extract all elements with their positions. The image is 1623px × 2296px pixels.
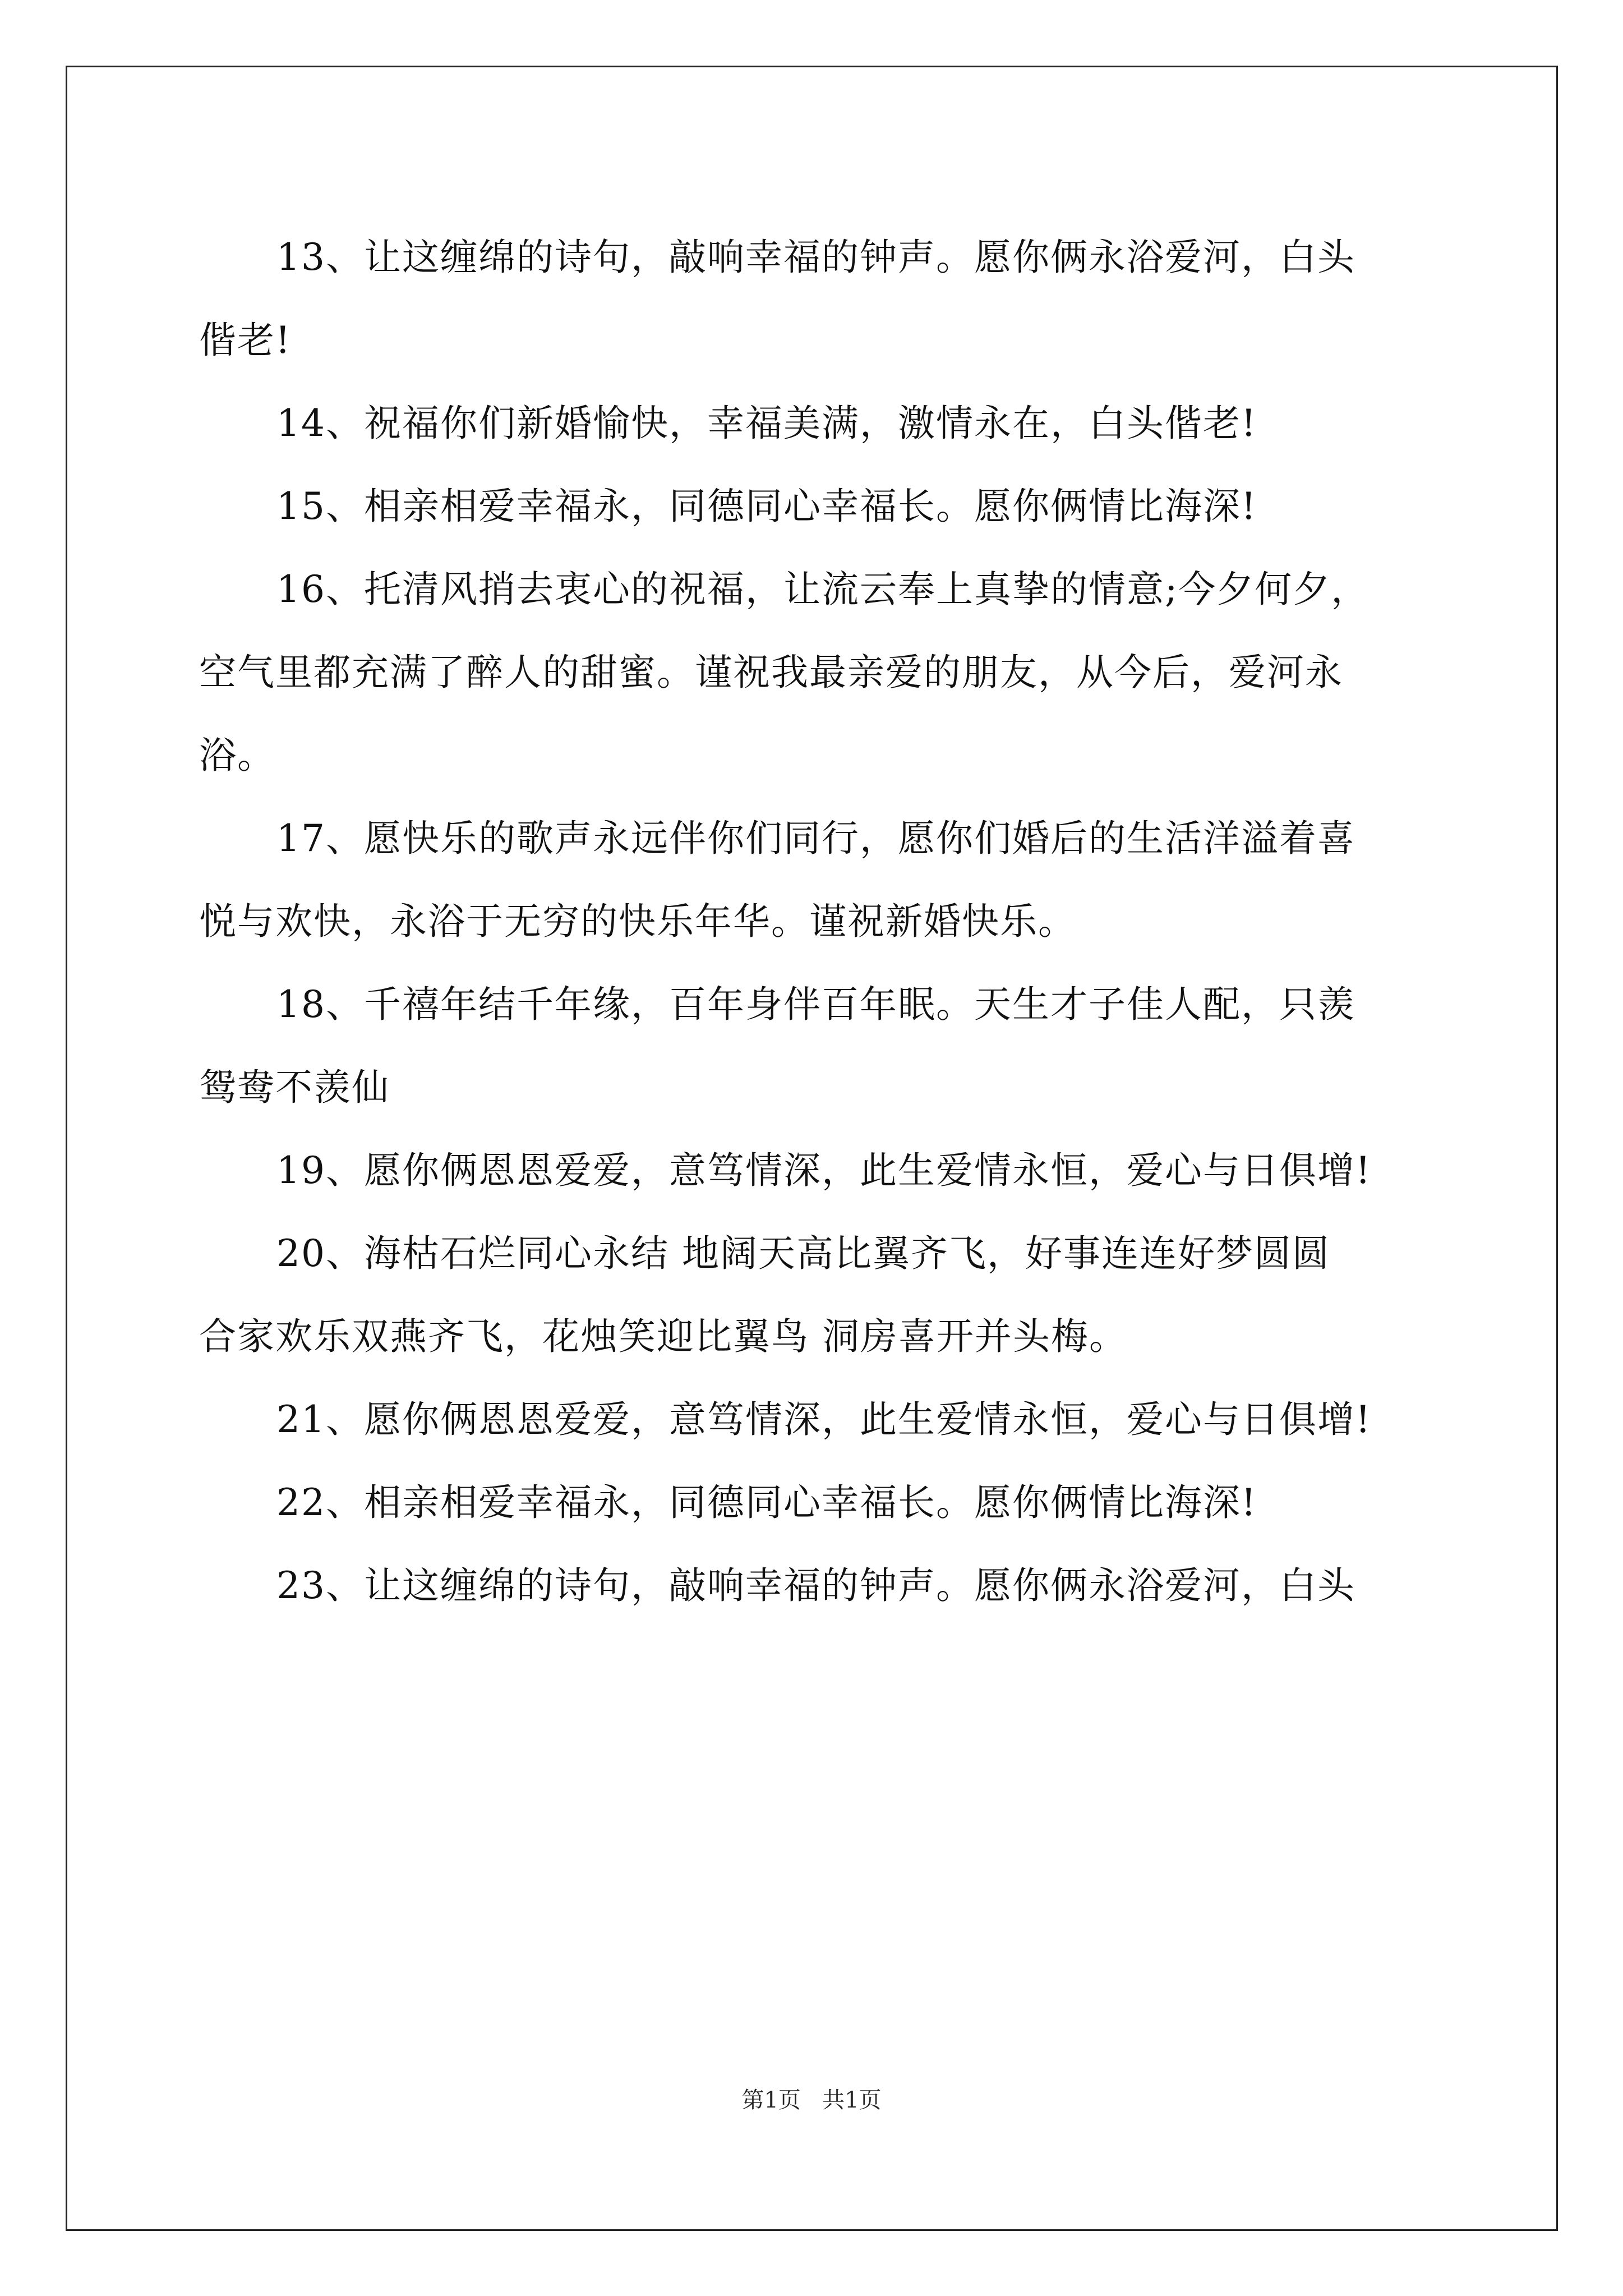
paragraph-17 [199,797,1433,963]
paragraph-13 [199,216,1433,382]
paragraph-18 [199,963,1433,1129]
paragraph-line: 15、相亲相爱幸福永，同德同心幸福长。愿你俩情比海深! [276,485,1257,528]
paragraph-line: 偕老! [199,319,292,362]
paragraph-line: 18、千禧年结千年缘，百年身伴百年眠。天生才子佳人配，只羡 [276,983,1355,1026]
paragraph-line: 14、祝福你们新婚愉快，幸福美满，激情永在，白头偕老! [276,402,1257,445]
paragraph-line: 21、愿你俩恩恩爱爱，意笃情深，此生爱情永恒，爱心与日俱增! [276,1398,1372,1441]
page-total: 共1页 [822,2087,882,2113]
paragraph-line: 16、托清风捎去衷心的祝福，让流云奉上真挚的情意;今夕何夕， [276,568,1370,611]
paragraph-21 [199,1378,1433,1461]
paragraph-line: 17、愿快乐的歌声永远伴你们同行，愿你们婚后的生活洋溢着喜 [276,817,1355,860]
paragraph-line: 19、愿你俩恩恩爱爱，意笃情深，此生爱情永恒，爱心与日俱增! [276,1149,1372,1192]
page-footer [0,2082,1623,2114]
paragraph-line: 13、让这缠绵的诗句，敲响幸福的钟声。愿你俩永浴爱河，白头 [276,236,1355,279]
paragraph-line: 合家欢乐双燕齐飞，花烛笑迎比翼鸟 洞房喜开并头梅。 [199,1315,1127,1358]
paragraph-22 [199,1461,1433,1544]
paragraph-line: 悦与欢快，永浴于无穷的快乐年华。谨祝新婚快乐。 [199,900,1076,943]
paragraph-15 [199,465,1433,548]
paragraph-16 [199,548,1433,797]
paragraph-23 [199,1544,1433,1627]
page-number: 第1页 [741,2087,801,2113]
paragraph-line: 浴。 [199,734,275,777]
paragraph-14 [199,382,1433,465]
paragraph-20 [199,1212,1433,1378]
paragraph-line: 22、相亲相爱幸福永，同德同心幸福长。愿你俩情比海深! [276,1481,1257,1524]
paragraph-line: 20、海枯石烂同心永结 地阔天高比翼齐飞，好事连连好梦圆圆 [276,1232,1330,1275]
paragraph-19 [199,1129,1433,1212]
document-body [199,216,1433,1627]
paragraph-line: 23、让这缠绵的诗句，敲响幸福的钟声。愿你俩永浴爱河，白头 [276,1564,1355,1607]
paragraph-line: 鸳鸯不羡仙 [199,1066,390,1109]
paragraph-line: 空气里都充满了醉人的甜蜜。谨祝我最亲爱的朋友，从今后，爱河永 [199,651,1343,694]
